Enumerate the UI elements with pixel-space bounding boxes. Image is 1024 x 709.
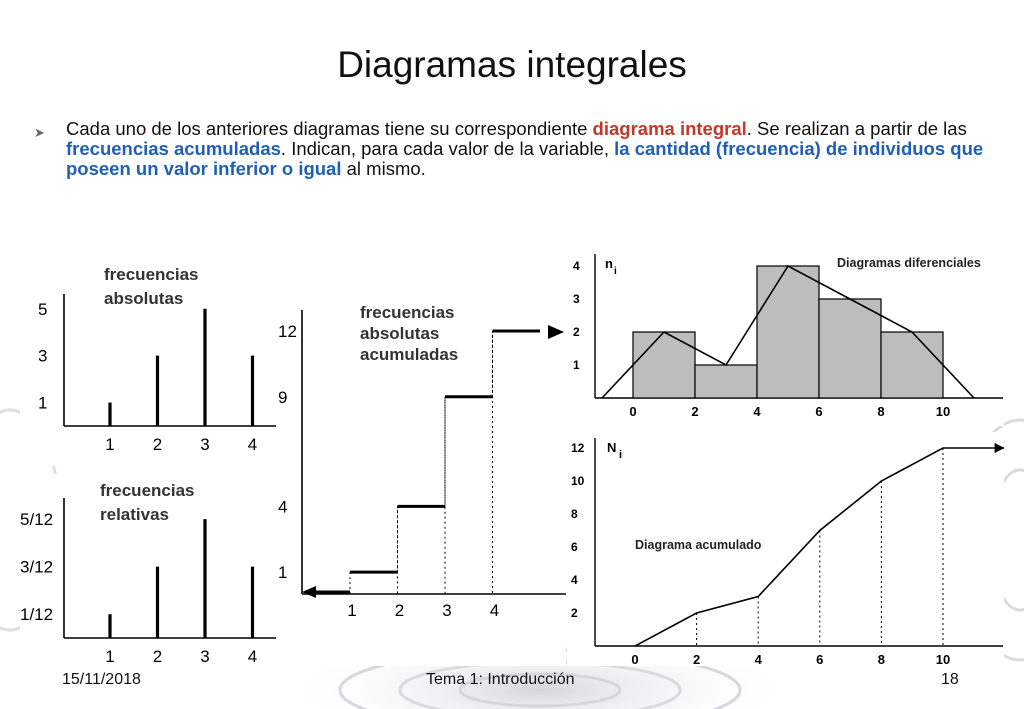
y-tick-label: 3 (573, 292, 580, 306)
x-tick-label: 3 (200, 435, 210, 454)
x-tick-label: 3 (200, 647, 210, 666)
x-tick-label: 8 (877, 652, 886, 666)
left-arrow-head (302, 586, 316, 598)
slide-title: Diagramas integrales (337, 44, 687, 85)
chart-title: Diagramas diferenciales (837, 256, 981, 270)
histogram-bar-2-4 (695, 365, 757, 398)
y-tick-label: 6 (571, 540, 578, 554)
y-tick-label: 5 (38, 299, 48, 319)
histogram-bar-8-10 (881, 332, 943, 398)
footer-title: Tema 1: Introducción (426, 671, 575, 688)
y-tick-label: 10 (571, 474, 585, 488)
y-tick-label: 1 (38, 393, 48, 413)
chart-title-line: absolutas (104, 289, 184, 308)
x-tick-label: 4 (247, 647, 258, 666)
chart-title-line: frecuencias (360, 303, 455, 322)
highlight-cantidad-individuos: la cantidad (frecuencia) de individuos que poseen un valor inferior o igual (66, 138, 984, 179)
x-tick-label: 6 (815, 404, 823, 419)
y-tick-label: 2 (571, 606, 578, 620)
y-tick-label: 4 (571, 573, 578, 587)
chart-title-line: relativas (100, 505, 169, 524)
chart-dif-panel (567, 248, 1004, 426)
chart-acumulado-panel (567, 432, 1004, 666)
chart-frecuencias-absolutas-acumuladas (276, 264, 566, 666)
x-tick-label: 1 (105, 435, 115, 454)
x-tick-label: 4 (489, 601, 500, 620)
y-axis-label: N (607, 440, 617, 455)
y-tick-label: 3/12 (20, 557, 54, 577)
chart-diagrama-acumulado (567, 432, 1004, 666)
y-tick-label: 12 (278, 322, 297, 341)
bullet-paragraph (66, 119, 1018, 179)
chart-frecuencias-absolutas (20, 264, 276, 466)
chart-title-line: absolutas (360, 324, 440, 343)
chart-title: Diagrama acumulado (635, 538, 762, 552)
paragraph-text-1: Cada uno de los anteriores diagramas tiene su correspondiente (66, 118, 593, 139)
chart-title-line: acumuladas (360, 345, 459, 364)
paragraph-text-4: al mismo. (341, 158, 426, 179)
paragraph-text-3: . Indican, para cada valor de la variable, (280, 138, 615, 159)
chart-frecuencias-relativas (20, 474, 276, 666)
chart-abs-panel (20, 264, 276, 466)
y-tick-label: 4 (278, 497, 288, 517)
chart-rel-panel (20, 474, 276, 666)
x-tick-label: 0 (631, 652, 639, 666)
x-tick-label: 4 (754, 652, 762, 666)
histogram-bar-0-2 (633, 332, 695, 398)
footer-page-number: 18 (941, 671, 959, 688)
y-tick-label: 1 (573, 358, 580, 372)
paragraph-text-2: . Se realizan a partir de las (746, 118, 967, 139)
y-tick-label: 12 (571, 441, 585, 455)
y-tick-label: 1/12 (20, 605, 54, 625)
highlight-diagrama-integral: diagrama integral (592, 118, 747, 139)
x-tick-label: 0 (629, 404, 637, 419)
footer-date: 15/11/2018 (62, 671, 141, 688)
y-tick-label: 5/12 (20, 510, 54, 530)
y-tick-label: 1 (278, 563, 288, 583)
y-tick-label: 2 (573, 325, 580, 339)
y-tick-label: 3 (38, 346, 48, 366)
x-tick-label: 2 (152, 435, 163, 454)
x-tick-label: 4 (753, 404, 761, 419)
x-tick-label: 3 (442, 601, 452, 620)
x-tick-label: 1 (105, 647, 115, 666)
right-arrow-head (548, 325, 564, 339)
y-tick-label: 4 (573, 259, 580, 273)
x-tick-label: 2 (152, 647, 163, 666)
y-axis-label-subscript: i (619, 449, 623, 461)
y-axis-label: n (605, 256, 613, 271)
bullet-arrow-icon: ➤ (34, 125, 45, 140)
x-tick-label: 2 (692, 652, 701, 666)
x-tick-label: 10 (935, 652, 951, 666)
chart-acum-panel (276, 264, 566, 666)
x-tick-label: 8 (877, 404, 885, 419)
chart-diagramas-diferenciales (567, 248, 1004, 426)
x-tick-label: 2 (691, 404, 699, 419)
y-tick-label: 8 (571, 507, 578, 521)
chart-title-line: frecuencias (100, 481, 195, 500)
x-tick-label: 6 (816, 652, 824, 666)
cumulative-arrow-head (995, 443, 1004, 453)
x-tick-label: 10 (935, 404, 951, 419)
chart-title-line: frecuencias (104, 265, 199, 284)
highlight-frecuencias-acumuladas: frecuencias acumuladas (66, 138, 281, 159)
y-tick-label: 9 (278, 387, 288, 407)
x-tick-label: 1 (347, 601, 357, 620)
histogram-bar-4-6 (757, 266, 819, 398)
histogram-bar-6-8 (819, 299, 881, 398)
x-tick-label: 4 (247, 435, 258, 454)
x-tick-label: 2 (394, 601, 405, 620)
y-axis-label-subscript: i (614, 266, 617, 277)
